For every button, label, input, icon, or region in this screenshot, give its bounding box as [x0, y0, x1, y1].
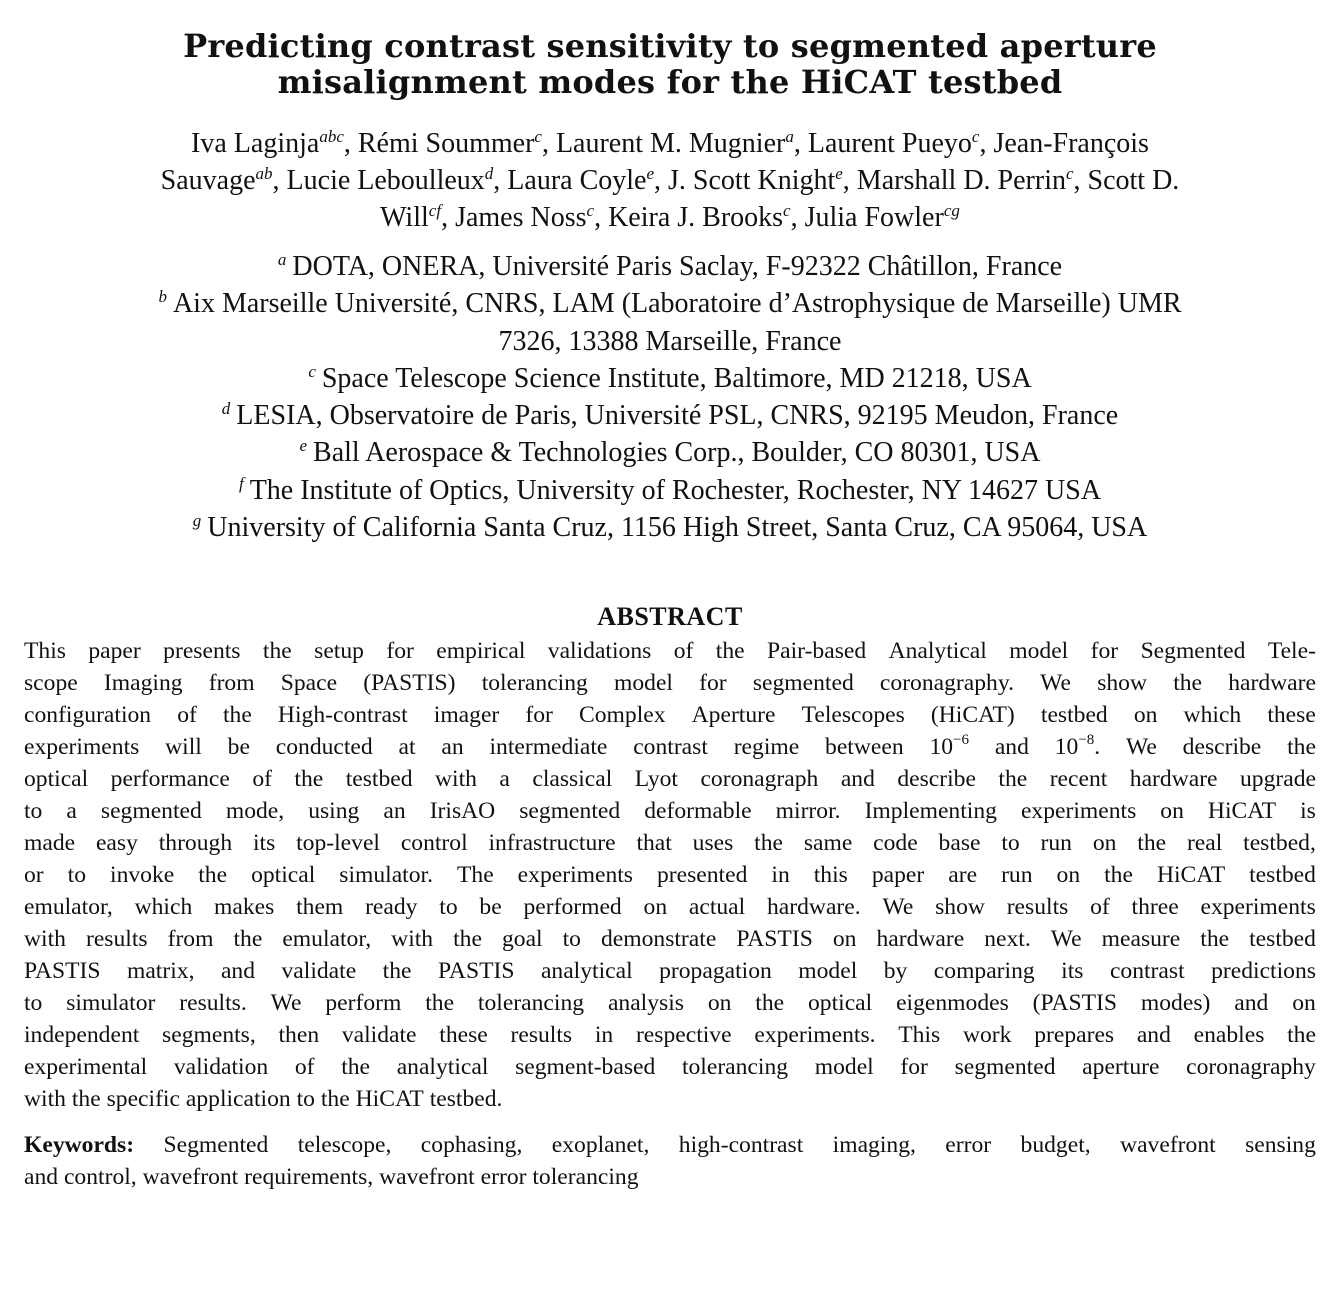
author-name: Scott D. — [1087, 165, 1180, 196]
author-affiliation-mark: a — [785, 127, 794, 146]
affiliation-text: The Institute of Optics, University of Rochester, Rochester, NY 14627 USA — [249, 474, 1102, 506]
affiliation-line — [24, 285, 1316, 322]
abstract-heading: ABSTRACT — [597, 602, 743, 632]
affiliation-line — [24, 472, 1316, 509]
affiliation-text: University of California Santa Cruz, 1156 High Street, Santa Cruz, CA 95064, USA — [207, 512, 1148, 544]
affiliation-line — [24, 323, 1316, 360]
text-line: optical performance of the testbed with a classical Lyot coronagraph and describe the recent hardware upgrade — [24, 766, 1316, 793]
affiliation-text: Aix Marseille Université, CNRS, LAM (Laboratoire d’Astrophysique de Marseille) UMR — [172, 288, 1182, 320]
author-name: Keira J. Brooks — [608, 202, 784, 233]
author-affiliation-mark: c — [783, 201, 791, 220]
author-name: Julia Fowler — [804, 202, 944, 233]
keywords-line: Keywords: Segmented telescope, cophasing, exoplanet, high-contrast imaging, error budget, wavefront sensing — [24, 1129, 1316, 1161]
affiliation-key: g — [192, 511, 202, 531]
text-line: experiments will be conducted at an intermediate contrast regime between $10^{-6}$ and $10^{-8}$. We describe the — [24, 732, 1316, 761]
affiliation-line — [24, 434, 1316, 471]
author-affiliation-mark: c — [586, 201, 595, 220]
author-name: Will — [380, 202, 429, 233]
affiliation-key: f — [238, 473, 244, 493]
title-line-2: misalignment modes for the HiCAT testbed — [277, 63, 1063, 101]
author-name: Jean-François — [993, 128, 1149, 159]
text-line: to simulator results. We perform the tolerancing analysis on the optical eigenmodes (PASTIS modes) and on — [24, 990, 1316, 1017]
author-line: Sauvage$^{ab}$, Lucie Leboulleux$^d$, Laura Coyle$^e$, J. Scott Knight$^e$, Marshall D. Perrin$^c$, Scott D. — [160, 164, 1180, 196]
author-name: Iva Laginja — [191, 128, 320, 159]
exponent: −8 — [1078, 732, 1095, 749]
keywords-section — [24, 1129, 1316, 1193]
text-line: made easy through its top-level control infrastructure that uses the same code base to run on the real testbed, — [24, 830, 1316, 857]
author-affiliation-mark: cg — [943, 201, 960, 220]
author-line: Will$^{cf}$, James Noss$^c$, Keira J. Brooks$^c$, Julia Fowler$^{cg}$ — [380, 201, 960, 233]
paper-page — [0, 28, 1340, 1292]
text-line: PASTIS matrix, and validate the PASTIS analytical propagation model by comparing its contrast predictions — [24, 958, 1316, 985]
affiliation-key: e — [299, 436, 308, 456]
text-line: experimental validation of the analytical segment-based tolerancing model for segmented aperture coronagraphy — [24, 1054, 1316, 1081]
author-name: Sauvage — [160, 165, 256, 196]
author-line: Iva Laginja$^{abc}$, Rémi Soummer$^c$, Laurent M. Mugnier$^a$, Laurent Pueyo$^c$, Jean-François — [191, 127, 1149, 159]
affiliation-text: DOTA, ONERA, Université Paris Saclay, F-92322 Châtillon, France — [292, 251, 1063, 282]
affiliation-line — [24, 360, 1316, 397]
title-line-1: Predicting contrast sensitivity to segmented aperture — [183, 27, 1157, 65]
affiliation-list — [24, 248, 1316, 546]
affiliation-key: b — [158, 287, 167, 307]
author-affiliation-mark: e — [646, 164, 655, 183]
author-name: Laura Coyle — [507, 165, 647, 196]
author-name: Laurent M. Mugnier — [555, 128, 786, 159]
affiliation-text: Ball Aerospace & Technologies Corp., Boulder, CO 80301, USA — [313, 437, 1041, 469]
affiliation-line — [24, 248, 1316, 285]
abstract-body — [24, 635, 1316, 1115]
author-name: Marshall D. Perrin — [856, 165, 1066, 196]
keywords-label: Keywords: — [24, 1132, 135, 1159]
affiliation-line — [24, 509, 1316, 546]
author-affiliation-mark: c — [534, 127, 542, 146]
text-line: configuration of the High-contrast imager for Complex Aperture Telescopes (HiCAT) testbed on which these — [24, 702, 1316, 729]
affiliation-key: a — [277, 250, 287, 269]
text-line: independent segments, then validate these results in respective experiments. This work prepares and enables the — [24, 1022, 1316, 1049]
text-line: with results from the emulator, with the goal to demonstrate PASTIS on hardware next. We measure the testbed — [24, 926, 1316, 953]
text-line: with the specific application to the HiCAT testbed. — [24, 1086, 503, 1113]
text-line: to a segmented mode, using an IrisAO segmented deformable mirror. Implementing experiments on HiCAT is — [24, 798, 1316, 825]
author-affiliation-mark: ab — [255, 164, 273, 183]
author-affiliation-mark: c — [1065, 164, 1074, 183]
author-affiliation-mark: abc — [319, 127, 344, 146]
exponent: −6 — [953, 732, 970, 749]
author-name: J. Scott Knight — [668, 165, 836, 196]
text-line: or to invoke the optical simulator. The experiments presented in this paper are run on the HiCAT testbed — [24, 862, 1316, 889]
paper-title — [24, 28, 1316, 100]
affiliation-text: 7326, 13388 Marseille, France — [498, 325, 842, 357]
text-line: scope Imaging from Space (PASTIS) tolerancing model for segmented coronagraphy. We show the hardware — [24, 670, 1316, 697]
affiliation-line — [24, 397, 1316, 434]
author-affiliation-mark: d — [484, 164, 494, 183]
author-affiliation-mark: c — [971, 127, 980, 146]
affiliation-key: d — [221, 399, 231, 419]
author-name: Rémi Soummer — [357, 128, 535, 159]
affiliation-text: Space Telescope Science Institute, Baltimore, MD 21218, USA — [321, 362, 1032, 394]
author-name: James Noss — [455, 202, 587, 233]
keywords-line: and control, wavefront requirements, wavefront error tolerancing — [24, 1164, 639, 1191]
text-line: This paper presents the setup for empirical validations of the Pair-based Analytical model for Segmented Tele- — [24, 638, 1316, 665]
affiliation-key: c — [308, 361, 316, 381]
author-name: Laurent Pueyo — [807, 128, 972, 159]
affiliation-text: LESIA, Observatoire de Paris, Université PSL, CNRS, 92195 Meudon, France — [236, 400, 1119, 432]
text-line: emulator, which makes them ready to be performed on actual hardware. We show results of three experiments — [24, 894, 1316, 921]
author-affiliation-mark: cf — [428, 201, 442, 220]
author-affiliation-mark: e — [835, 164, 843, 183]
author-list — [24, 125, 1316, 236]
author-name: Lucie Leboulleux — [286, 165, 485, 196]
